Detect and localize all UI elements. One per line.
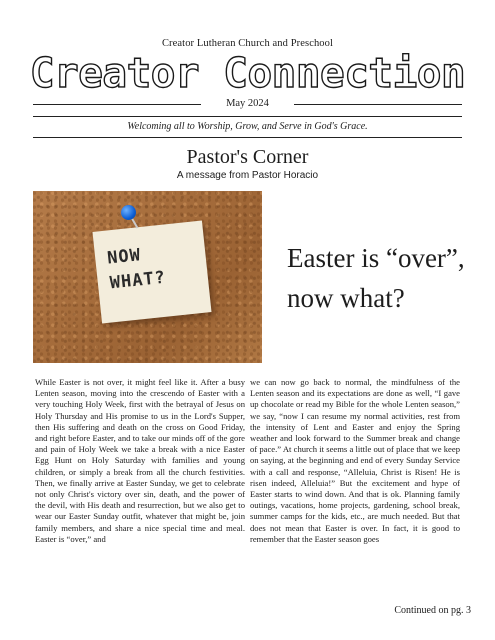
sticky-note-text: NOW WHAT? <box>106 245 167 294</box>
section-title: Pastor's Corner <box>186 146 309 168</box>
corkboard-photo <box>33 191 262 363</box>
push-pin-icon <box>121 205 136 220</box>
tagline-rule-top <box>33 116 462 117</box>
masthead-rule-right <box>294 104 462 105</box>
tagline: Welcoming all to Worship, Grow, and Serve in God's Grace. <box>127 121 368 132</box>
issue-date: May 2024 <box>226 98 269 109</box>
newsletter-masthead: Creator Connection <box>29 49 466 97</box>
article-headline: Easter is “over”, now what? <box>287 243 465 313</box>
section-subtitle: A message from Pastor Horacio <box>176 170 319 181</box>
article-column-2: we can now go back to normal, the mindfulness of the Lenten season and its expectations are done as well, “I gave up chocolate or read my Bible for the whole Lenten season,” we say, “now I can resume my normal activities, rest from the intensity of Lent and Easter and enjoy the Spring weather and look forward to the Summer break and change of pace.” At church it seems a little out of place that we keep on saying, at the beginning and end of every Sunday Service with a call and response, “Alleluia, Christ is Risen! He is risen indeed, Alleluia!” But the excitement and hype of Easter starts to wind down. And that is ok. Planning family outings, vacations, home projects, gardening, school break, summer camps for the kids, etc., are much needed. But that does not mean that Easter is over. In fact, it is good to remember that the Easter season goes <box>250 377 460 544</box>
article-column-1: While Easter is not over, it might feel like it. After a busy Lenten season, moving into the crescendo of Easter with a very touching Holy Week, first with the betrayal of Jesus on Holy Thursday and His promise to us in the Lord's Supper, then His suffering and death on the cross on Good Friday, and right before Easter, and to take our minds off of the gore and pain of Holy Week we take a break with a nice Easter Egg Hunt on Holy Saturday with families and young children, or simply a break from all the church festivities. Then, we finally arrive at Easter Sunday, we get to celebrate not only Christ's victory over sin, death, and the power of the devil, with His death and resurrection, but we also get to wear our Easter Sunday outfit, whatever that might be, join family members, and share a nice special time and meal. Easter is “over,” and <box>35 377 245 544</box>
continued-link[interactable]: Continued on pg. 3 <box>394 605 471 616</box>
tagline-rule-bottom <box>33 137 462 138</box>
church-name: Creator Lutheran Church and Preschool <box>161 38 334 49</box>
sticky-note <box>92 221 211 324</box>
